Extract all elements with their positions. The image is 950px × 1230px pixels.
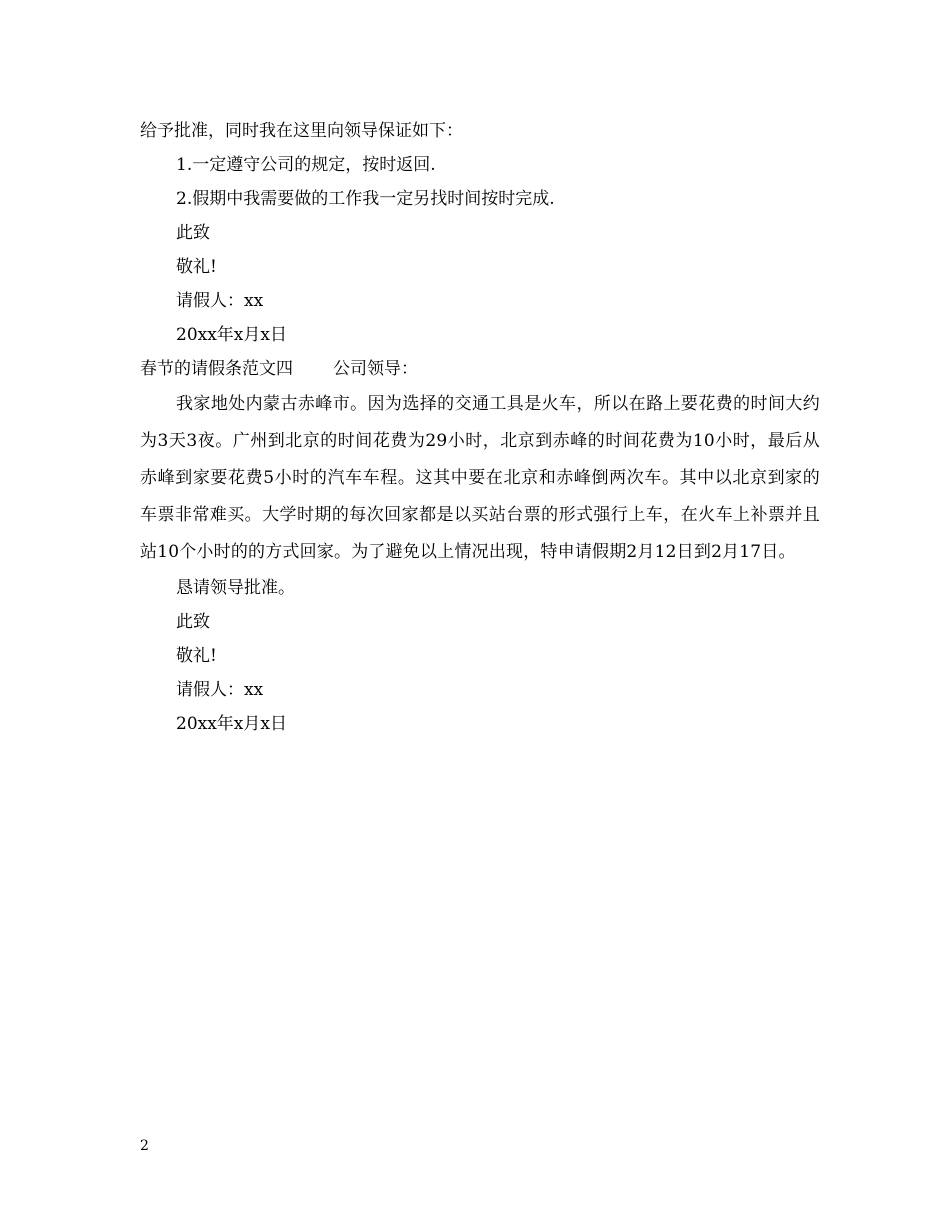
approval-plea: 恳请领导批准。 <box>176 578 295 598</box>
page-number: 2 <box>140 1138 149 1154</box>
pledge-item-1: 1.一定遵守公司的规定，按时返回. <box>176 155 436 175</box>
closing-regards: 敬礼! <box>176 257 217 277</box>
letter-salutation: 公司领导： <box>333 359 418 379</box>
approval-request-line: 给予批准，同时我在这里向领导保证如下： <box>140 121 463 141</box>
document-body <box>140 114 820 741</box>
body-paragraph: 我家地处内蒙古赤峰市。因为选择的交通工具是火车，所以在路上要花费的时间大约为3天3夜。广州到北京的时间花费为29小时，北京到赤峰的时间花费为10小时，最后从赤峰到家要花费5小时的汽车车程。这其中要在北京和赤峰倒两次车。其中以北京到家的车票非常难买。大学时期的每次回家都是以买站台票的形式强行上车，在火车上补票并且站10个小时的的方式回家。为了避免以上情况出现，特申请假期2月12日到2月17日。 <box>140 394 820 562</box>
letter-date: 20xx年x月x日 <box>176 325 287 345</box>
closing-salutation: 此致 <box>176 223 210 243</box>
section-heading: 春节的请假条范文四 <box>140 359 293 379</box>
closing-salutation-2: 此致 <box>176 612 210 632</box>
section-heading-row <box>140 352 820 386</box>
closing-regards-2: 敬礼! <box>176 646 217 666</box>
applicant-signature-2: 请假人：xx <box>176 680 264 700</box>
letter-date-2: 20xx年x月x日 <box>176 714 287 734</box>
pledge-item-2: 2.假期中我需要做的工作我一定另找时间按时完成. <box>176 189 555 209</box>
applicant-signature: 请假人：xx <box>176 291 264 311</box>
